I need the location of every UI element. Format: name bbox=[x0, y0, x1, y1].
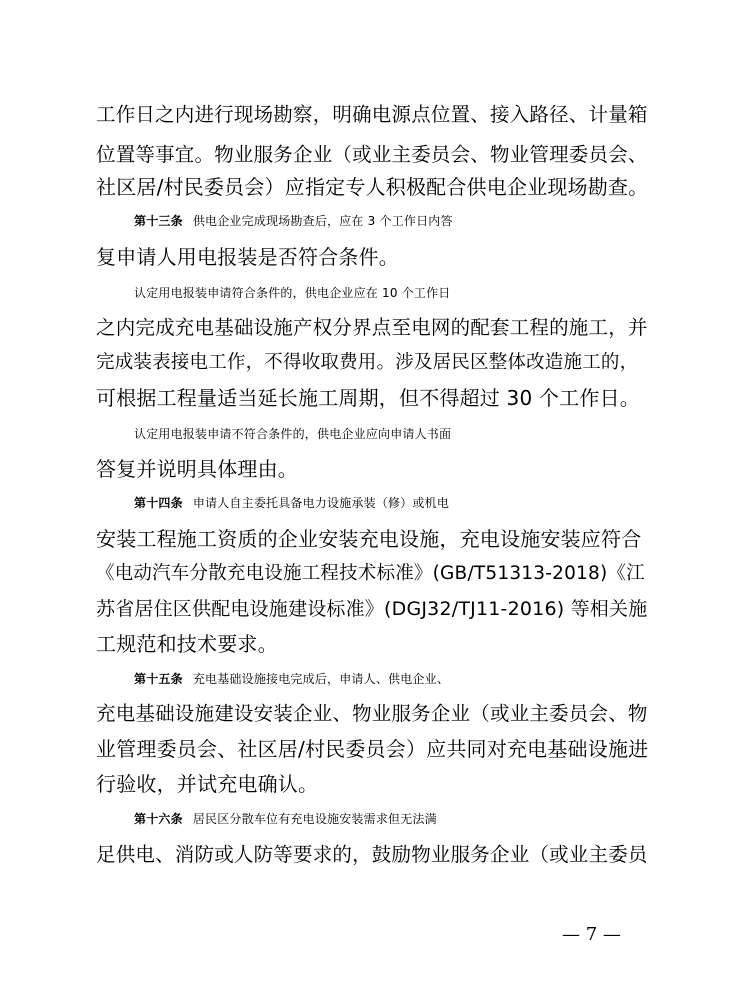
text-line bbox=[96, 350, 650, 376]
line-text: 安装工程施工资质的企业安装充电设施，充电设施安装应符合 bbox=[96, 527, 642, 551]
text-line bbox=[96, 771, 650, 797]
line-text: 工规范和技术要求。 bbox=[96, 632, 278, 656]
article-number: 第十三条 bbox=[134, 214, 183, 228]
line-text: 业管理委员会、社区居/村民委员会）应共同对充电基础设施进 bbox=[96, 737, 649, 761]
line-text: 位置等事宜。物业服务企业（或业主委员会、物业管理委员会、 bbox=[96, 143, 648, 166]
line-text: 足供电、消防或人防等要求的，鼓励物业服务企业（或业主委员 bbox=[96, 843, 648, 866]
text-line bbox=[96, 244, 650, 270]
text-line bbox=[96, 142, 650, 168]
line-text: 复申请人用电报装是否符合条件。 bbox=[96, 245, 399, 269]
text-line bbox=[96, 102, 650, 128]
text-line bbox=[96, 736, 650, 762]
text-line bbox=[96, 174, 650, 200]
text-line bbox=[96, 315, 650, 341]
line-text: 充电基础设施接电完成后，申请人、供电企业、 bbox=[192, 672, 450, 686]
text-line bbox=[134, 421, 688, 447]
line-text: 供电企业完成现场勘查后，应在 3 个工作日内答 bbox=[192, 214, 453, 228]
line-text: 完成装表接电工作，不得收取费用。涉及居民区整体改造施工的， bbox=[96, 352, 639, 373]
line-text: 《电动汽车分散充电设施工程技术标准》(GB/T51313-2018)《江 bbox=[96, 563, 645, 584]
line-text: 认定用电报装申请符合条件的，供电企业应在 10 个工作日 bbox=[134, 286, 451, 300]
line-text: 可根据工程量适当延长施工周期，但不得超过 30 个工作日。 bbox=[96, 386, 640, 410]
article-heading-line bbox=[134, 490, 688, 516]
text-line bbox=[96, 701, 650, 727]
line-text: 工作日之内进行现场勘察，明确电源点位置、接入路径、计量箱 bbox=[96, 103, 648, 126]
line-text: 行验收，并试充电确认。 bbox=[96, 772, 319, 796]
text-line bbox=[96, 526, 650, 552]
text-line bbox=[96, 561, 650, 587]
line-text: 苏省居住区供配电设施建设标准》(DGJ32/TJ11-2016) 等相关施 bbox=[96, 598, 648, 620]
article-heading-line bbox=[134, 208, 688, 234]
text-line bbox=[96, 631, 650, 657]
line-text: 认定用电报装申请不符合条件的，供电企业应向申请人书面 bbox=[134, 427, 452, 441]
text-line bbox=[96, 456, 650, 482]
text-line bbox=[96, 842, 650, 868]
article-heading-line bbox=[134, 806, 688, 832]
line-text: 申请人自主委托具备电力设施承装（修）或机电 bbox=[192, 496, 450, 510]
article-number: 第十五条 bbox=[134, 672, 183, 686]
line-text: 居民区分散车位有充电设施安装需求但无法满 bbox=[192, 812, 437, 826]
line-text: 社区居/村民委员会）应指定专人积极配合供电企业现场勘查。 bbox=[96, 175, 649, 199]
text-line bbox=[96, 596, 650, 622]
article-number: 第十六条 bbox=[134, 812, 183, 826]
text-line bbox=[134, 280, 688, 306]
line-text: 之内完成充电基础设施产权分界点至电网的配套工程的施工，并 bbox=[96, 316, 648, 339]
article-heading-line bbox=[134, 666, 688, 692]
page-number: — 7 — bbox=[562, 924, 621, 945]
line-text: 答复并说明具体理由。 bbox=[96, 457, 298, 481]
line-text: 充电基础设施建设安装企业、物业服务企业（或业主委员会、物 bbox=[96, 702, 648, 725]
text-line bbox=[96, 385, 650, 411]
article-number: 第十四条 bbox=[134, 496, 183, 510]
